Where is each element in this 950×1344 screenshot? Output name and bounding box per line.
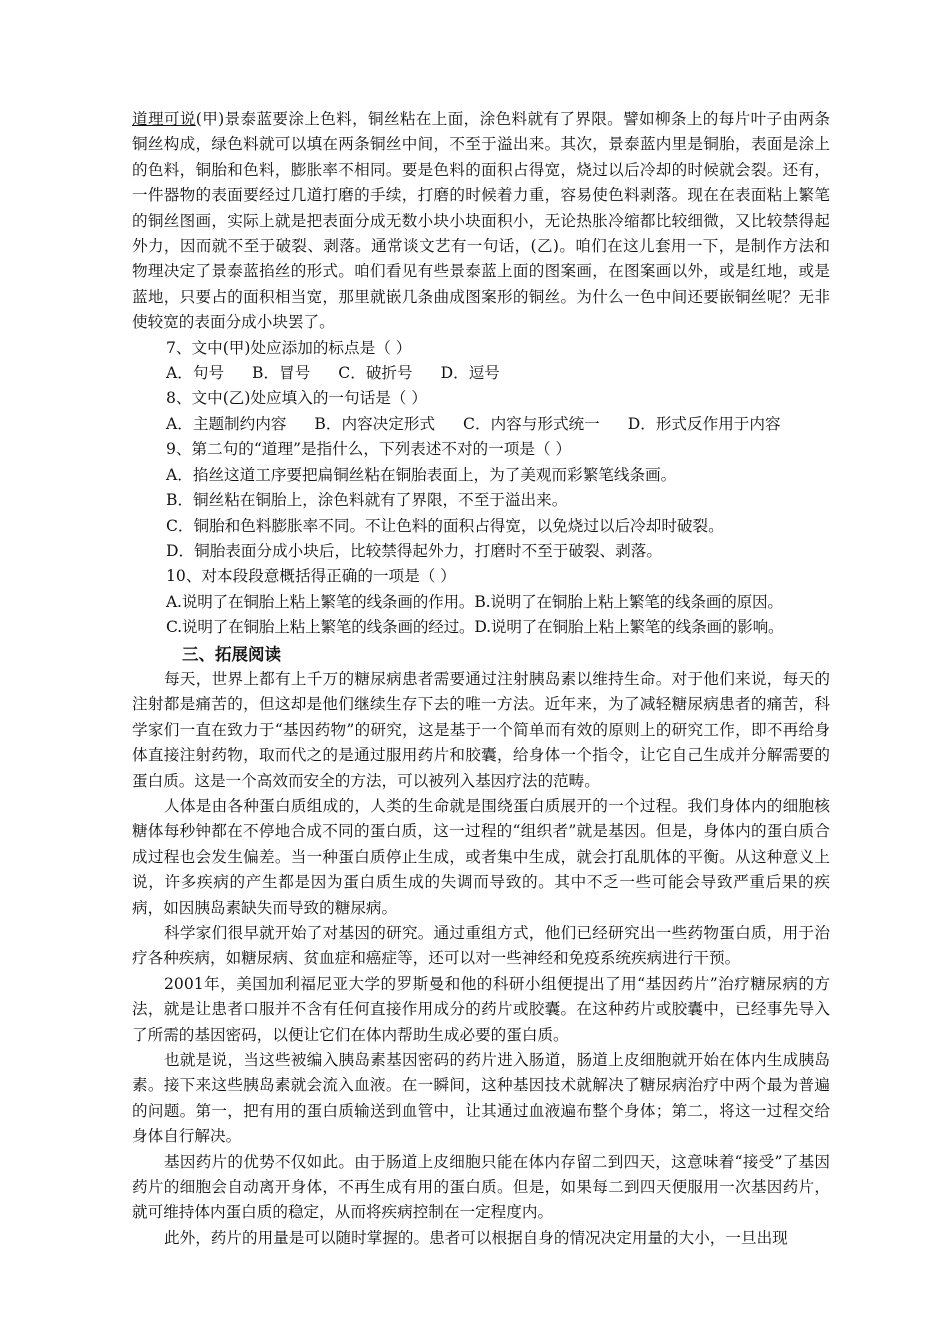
passage-1 [132,107,830,336]
passage-2-paragraph-7: 此外，药片的用量是可以随时掌握的。患者可以根据自身的情况决定用量的大小，一旦出现 [164,1228,788,1247]
passage-2-paragraph-1: 每天，世界上都有上千万的糖尿病患者需要通过注射胰岛素以维持生命。对于他们来说，每天的注射都是痛苦的，但这却是他们继续生存下去的唯一方法。近年来，为了减轻糖尿病患者的痛苦，科学家们一直在致力于“基因药物”的研究，这是基于一个简单而有效的原则上的研究工作，即不再给身体直接注射药物，取而代之的是通过服用药片和胶囊，给身体一个指令，让它自己生成并分解需要的蛋白质。这是一个高效而安全的方法，可以被列入基因疗法的范畴。 [132,669,830,790]
question-9-stem: 9、第二句的“道理”是指什么，下列表述不对的一项是（ ） [166,440,572,459]
question-7-option-b: B．冒号 [252,364,311,383]
question-8-stem: 8、文中(乙)处应填入的一句话是（ ） [166,389,427,408]
question-7-option-d: D．逗号 [440,364,500,383]
passage-2-paragraph-5: 也就是说，当这些被编入胰岛素基因密码的药片进入肠道，肠道上皮细胞就开始在体内生成胰岛素。接下来这些胰岛素就会流入血液。在一瞬间，这种基因技术就解决了糖尿病治疗中两个最为普遍的问题。第一，把有用的蛋白质输送到血管中，让其通过血液遍布整个身体；第二，将这一过程交给身体自行解决。 [132,1051,830,1146]
question-7-options [132,361,830,386]
passage-1-text: (甲)景泰蓝要涂上色料，铜丝粘在上面，涂色料就有了界限。譬如柳条上的每片叶子由两条铜丝构成，绿色料就可以填在两条铜丝中间，不至于溢出来。其次，景泰蓝内里是铜胎，表面是涂上的色料，铜胎和色料，膨胀率不相同。要是色料的面积占得宽，烧过以后冷却的时候就会裂。还有，一件器物的表面要经过几道打磨的手续，打磨的时候着力重，容易使色料剥落。现在在表面粘上繁笔的铜丝图画，实际上就是把表面分成无数小块小块面积小，无论热胀冷缩都比较细微，又比较禁得起外力，因而就不至于破裂、剥落。通常谈文艺有一句话，(乙)。咱们在这儿套用一下，是制作方法和物理决定了景泰蓝掐丝的形式。咱们看见有些景泰蓝上面的图案画，在图案画以外，或是红地，或是蓝地，只要占的面积相当宽，那里就嵌几条曲成图案形的铜丝。为什么一色中间还要嵌铜丝呢？无非使较宽的表面分成小块罢了。 [132,110,830,332]
question-10-option-b: B.说明了在铜胎上粘上繁笔的线条画的原因。 [474,592,783,611]
passage-2-paragraph-6: 基因药片的优势不仅如此。由于肠道上皮细胞只能在体内存留二到四天，这意味着“接受”了基因药片的细胞会自动离开身体，不再生成有用的蛋白质。但是，如果每二到四天便服用一次基因药片，就可维持体内蛋白质的稳定，从而将疾病控制在一定程度内。 [132,1152,830,1222]
section-3-title: 三、拓展阅读 [182,644,281,664]
question-9-option-b: B．铜丝粘在铜胎上，涂色料就有了界限，不至于溢出来。 [166,491,568,510]
question-10-option-c: C.说明了在铜胎上粘上繁笔的线条画的经过。 [166,618,475,637]
question-9-option-c: C．铜胎和色料膨胀率不同。不让色料的面积占得宽，以免烧过以后冷却时破裂。 [166,516,724,535]
question-7-stem: 7、文中(甲)处应添加的标点是（ ） [166,338,412,357]
question-8-option-a: A．主题制约内容 [166,414,287,433]
question-10-option-d: D.说明了在铜胎上粘上繁笔的线条画的影响。 [474,618,784,637]
passage-1-underlined: 道理可说 [132,110,196,128]
question-7-option-c: C．破折号 [338,364,413,383]
question-9-option-a: A．掐丝这道工序要把扁铜丝粘在铜胎表面上，为了美观而彩繁笔线条画。 [166,465,677,484]
question-8-option-d: D．形式反作用于内容 [627,414,781,433]
passage-2-paragraph-4: 2001年，美国加利福尼亚大学的罗斯曼和他的科研小组便提出了用“基因药片”治疗糖尿病的方法，就是让患者口服并不含有任何直接作用成分的药片或胶囊。在这种药片或胶囊中，已经事先导入了所需的基因密码，以便让它们在体内帮助生成必要的蛋白质。 [132,974,830,1044]
question-8-option-b: B．内容决定形式 [314,414,436,433]
question-7-option-a: A．句号 [166,364,225,383]
question-10-options-row-1 [132,590,830,615]
question-8-options [132,412,830,437]
question-10-options-row-2 [132,615,830,640]
question-10-option-a: A.说明了在铜胎上粘上繁笔的线条画的作用。 [166,592,475,611]
question-10-stem: 10、对本段段意概括得正确的一项是（ ） [166,567,456,586]
passage-2-paragraph-3: 科学家们很早就开始了对基因的研究。通过重组方式，他们已经研究出一些药物蛋白质，用于治疗各种疾病，如糖尿病、贫血症和癌症等，还可以对一些神经和免疫系统疾病进行干预。 [132,924,830,968]
question-9-option-d: D．铜胎表面分成小块后，比较禁得起外力，打磨时不至于破裂、剥落。 [166,541,662,560]
passage-2-paragraph-2: 人体是由各种蛋白质组成的，人类的生命就是围绕蛋白质展开的一个过程。我们身体内的细胞核糖体每秒钟都在不停地合成不同的蛋白质，这一过程的“组织者”就是基因。但是，身体内的蛋白质合成过程也会发生偏差。当一种蛋白质停止生成，或者集中生成，就会打乱肌体的平衡。从这种意义上说，许多疾病的产生都是因为蛋白质生成的失调而导致的。其中不乏一些可能会导致严重后果的疾病，如因胰岛素缺失而导致的糖尿病。 [132,796,830,917]
question-8-option-c: C．内容与形式统一 [463,414,600,433]
